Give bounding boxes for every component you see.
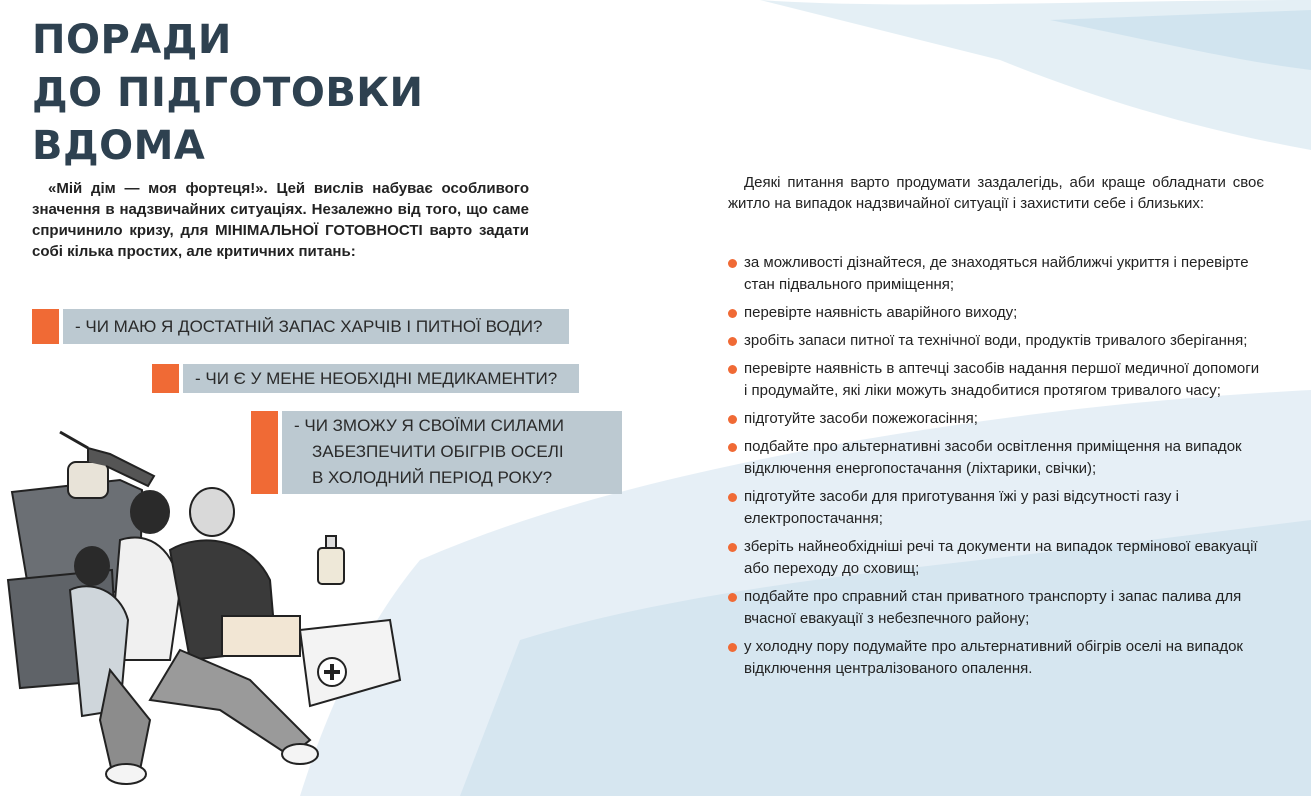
bottle-icon	[318, 536, 344, 584]
list-item	[726, 358, 1266, 402]
list-item	[726, 252, 1266, 296]
question-text: - ЧИ Є У МЕНЕ НЕОБХІДНІ МЕДИКАМЕНТИ?	[195, 369, 558, 388]
title-line: ВДОМА	[32, 123, 206, 169]
bullet-icon	[728, 443, 737, 452]
question-text: В ХОЛОДНИЙ ПЕРІОД РОКУ?	[312, 468, 553, 487]
bullet-icon	[728, 365, 737, 374]
tips-list	[726, 252, 1266, 686]
bullet-icon	[728, 309, 737, 318]
tip-text: зробіть запаси питної та технічної води, продуктів тривалого зберігання;	[744, 332, 1248, 349]
tips-intro: Деякі питання варто продумати заздалегідь, аби краще обладнати своє житло на випадок надзвичайної ситуації і захистити себе і близьких:	[728, 174, 1264, 212]
question-box	[282, 411, 622, 494]
list-item	[726, 408, 1266, 430]
question-marker	[251, 411, 278, 494]
list-item	[726, 436, 1266, 480]
list-item	[726, 536, 1266, 580]
question-text: - ЧИ ЗМОЖУ Я СВОЇМИ СИЛАМИ	[294, 416, 564, 435]
tip-text: подбайте про справний стан приватного транспорту і запас палива для вчасної евакуації з небезпечного району;	[744, 588, 1242, 627]
bullet-icon	[728, 337, 737, 346]
title-line: ДО ПІДГОТОВКИ	[32, 70, 424, 116]
bullet-icon	[728, 543, 737, 552]
question-box	[63, 309, 569, 344]
tip-text: за можливості дізнайтеся, де знаходяться найближчі укриття і перевірте стан підвального приміщення;	[744, 254, 1249, 293]
list-item	[726, 636, 1266, 680]
bullet-icon	[728, 593, 737, 602]
question-box	[183, 364, 579, 393]
tip-text: подбайте про альтернативні засоби освітлення приміщення на випадок відключення енергопостачання (ліхтарики, свічки);	[744, 438, 1242, 477]
first-aid-kit-icon	[300, 620, 400, 706]
page-title	[32, 14, 423, 173]
tip-text: перевірте наявність в аптечці засобів надання першої медичної допомоги і продумайте, які ліки можуть знадобитися протягом тривалого часу;	[744, 360, 1260, 399]
bullet-icon	[728, 493, 737, 502]
intro-text: «Мій дім — моя фортеця!». Цей вислів набуває особливого значення в надзвичайних ситуаціях. Незалежно від того, що саме спричинило кризу, для МІНІМАЛЬНОЇ ГОТОВНОСТІ варто задати собі кілька простих, але критичних питань:	[32, 180, 529, 260]
tip-text: у холодну пору подумайте про альтернативний обігрів оселі на випадок відключення централізованого опалення.	[744, 638, 1243, 677]
title-line: ПОРАДИ	[32, 17, 232, 63]
tip-text: підготуйте засоби для приготування їжі у разі відсутності газу і електропостачання;	[744, 488, 1179, 527]
bullet-icon	[728, 643, 737, 652]
bullet-icon	[728, 259, 737, 268]
question-text: - ЧИ МАЮ Я ДОСТАТНІЙ ЗАПАС ХАРЧІВ І ПИТНОЇ ВОДИ?	[75, 317, 543, 336]
question-marker	[152, 364, 179, 393]
tip-text: перевірте наявність аварійного виходу;	[744, 304, 1018, 321]
list-item	[726, 586, 1266, 630]
list-item	[726, 302, 1266, 324]
list-item	[726, 486, 1266, 530]
question-marker	[32, 309, 59, 344]
tip-text: зберіть найнеобхідніші речі та документи на випадок термінової евакуації або переходу до сховищ;	[744, 538, 1258, 577]
list-item	[726, 330, 1266, 352]
bullet-icon	[728, 415, 737, 424]
tip-text: підготуйте засоби пожежогасіння;	[744, 410, 978, 427]
question-text: ЗАБЕЗПЕЧИТИ ОБІГРІВ ОСЕЛІ	[312, 442, 564, 461]
